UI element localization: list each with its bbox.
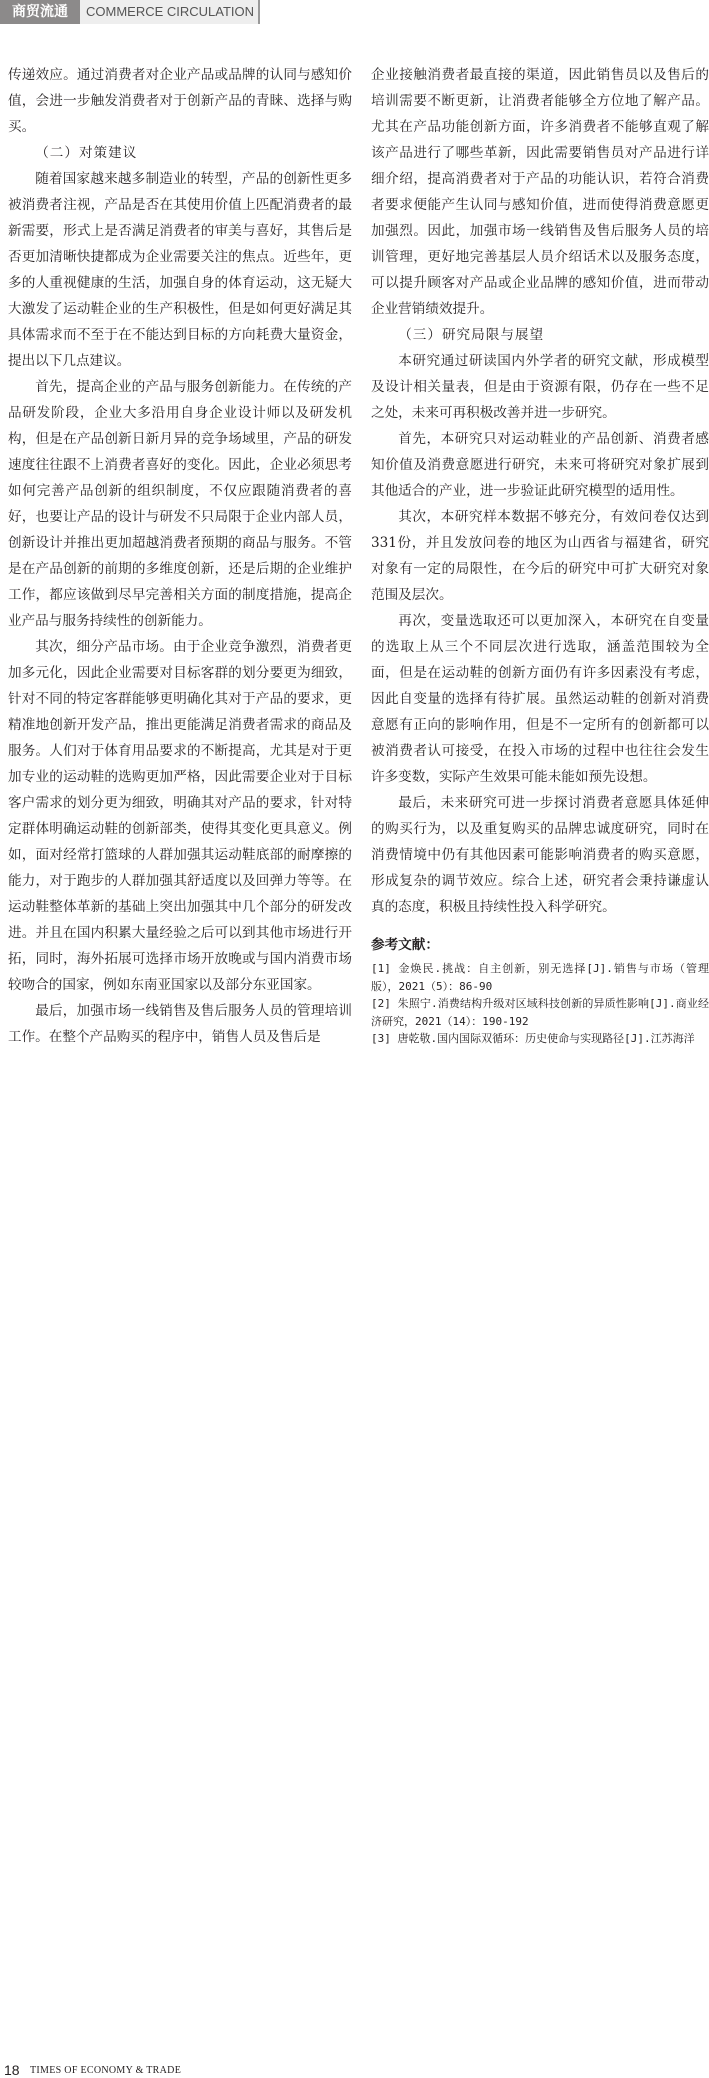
running-header [0, 0, 709, 24]
body-paragraph: 其次，本研究样本数据不够充分，有效问卷仅达到331份，并且发放问卷的地区为山西省与福建省，研究对象有一定的局限性，在今后的研究中可扩大研究对象范围及层次。 [371, 509, 709, 603]
section-heading: （三）研究局限与展望 [398, 327, 545, 343]
reference-item: [1] 金焕民.挑战：自主创新，别无选择[J].销售与市场（管理版），2021（5）：86-90 [371, 962, 709, 993]
body-paragraph: 首先，本研究只对运动鞋业的产品创新、消费者感知价值及消费意愿进行研究，未来可将研究对象扩展到其他适合的产业，进一步验证此研究模型的适用性。 [371, 431, 709, 499]
references-title: 参考文献： [371, 937, 439, 953]
reference-item: [2] 朱照宁.消费结构升级对区域科技创新的异质性影响[J].商业经济研究，2021（14）：190-192 [371, 997, 709, 1028]
body-paragraph: 最后，加强市场一线销售及售后服务人员的管理培训工作。在整个产品购买的程序中，销售人员及售后是 [8, 1003, 352, 1045]
body-paragraph: 首先，提高企业的产品与服务创新能力。在传统的产品研发阶段，企业大多沿用自身企业设计师以及研发机构，但是在产品创新日新月异的竞争场域里，产品的研发速度往往跟不上消费者喜好的变化。因此，企业必须思考如何完善产品创新的组织制度，不仅应跟随消费者的喜好，也要让产品的设计与研发不只局限于企业内部人员，创新设计并推出更加超越消费者预期的商品与服务。不管是在产品创新的前期的多维度创新，还是后期的企业维护工作，都应该做到尽早完善相关方面的制度措施，提高企业产品与服务持续性的创新能力。 [8, 379, 352, 629]
section-label-chinese: 商贸流通 [0, 0, 80, 24]
body-paragraph: 随着国家越来越多制造业的转型，产品的创新性更多被消费者注视，产品是否在其使用价值上匹配消费者的最新需要，形式上是否满足消费者的审美与喜好，其售后是否更加清晰快捷都成为企业需要关注的焦点。近些年，更多的人重视健康的生活，加强自身的体育运动，这无疑大大激发了运动鞋企业的生产积极性，但是如何更好满足其具体需求而不至于在不能达到目标的方向耗费大量资金，提出以下几点建议。 [8, 171, 352, 369]
body-paragraph: 本研究通过研读国内外学者的研究文献，形成模型及设计相关量表，但是由于资源有限，仍存在一些不足之处，未来可再积极改善并进一步研究。 [371, 353, 709, 421]
right-column-body [371, 62, 709, 920]
left-text-column [8, 62, 352, 1050]
body-paragraph: 最后，未来研究可进一步探讨消费者意愿具体延伸的购买行为，以及重复购买的品牌忠诚度研究，同时在消费情境中仍有其他因素可能影响消费者的购买意愿，形成复杂的调节效应。综合上述，研究者会秉持谦虚认真的态度，积极且持续性投入科学研究。 [371, 795, 709, 915]
body-paragraph: 其次，细分产品市场。由于企业竞争激烈，消费者更加多元化，因此企业需要对目标客群的划分要更为细致，针对不同的特定客群能够更明确化其对于产品的要求，更精准地创新开发产品，推出更能满足消费者需求的商品及服务。人们对于体育用品要求的不断提高，尤其是对于更加专业的运动鞋的选购更加严格，因此需要企业对于目标客户需求的划分更为细致，明确其对产品的要求，针对特定群体明确运动鞋的创新部类，使得其变化更具意义。例如，面对经常打篮球的人群加强其运动鞋底部的耐摩擦的能力，对于跑步的人群加强其舒适度以及回弹力等等。在运动鞋整体革新的基础上突出加强其中几个部分的研发改进。并且在国内积累大量经验之后可以到其他市场进行开拓，同时，海外拓展可选择市场开放晚或与国内消费市场较吻合的国家，例如东南亚国家以及部分东亚国家。 [8, 639, 352, 993]
page-number: 18 [4, 2062, 20, 2078]
body-paragraph: 传递效应。通过消费者对企业产品或品牌的认同与感知价值，会进一步触发消费者对于创新产品的青睐、选择与购买。 [8, 67, 352, 135]
section-heading: （二）对策建议 [35, 145, 138, 161]
body-paragraph: 再次，变量选取还可以更加深入，本研究在自变量的选取上从三个不同层次进行选取，涵盖范围较为全面，但是在运动鞋的创新方面仍有许多因素没有考虑，因此自变量的选择有待扩展。虽然运动鞋的创新对消费意愿有正向的影响作用，但是不一定所有的创新都可以被消费者认可接受，在投入市场的过程中也往往会发生许多变数，实际产生效果可能未能如预先设想。 [371, 613, 709, 785]
journal-title: TIMES OF ECONOMY & TRADE [30, 2065, 182, 2076]
reference-item: [3] 唐乾敬.国内国际双循环：历史使命与实现路径[J].江苏海洋 [371, 1032, 695, 1045]
page-footer [0, 1030, 709, 2078]
right-text-column [371, 62, 709, 1048]
body-paragraph: 企业接触消费者最直接的渠道，因此销售员以及售后的培训需要不断更新，让消费者能够全方位地了解产品。尤其在产品功能创新方面，许多消费者不能够直观了解该产品进行了哪些革新，因此需要销售员对产品进行详细介绍，提高消费者对于产品的功能认识，若符合消费者要求便能产生认同与感知价值，进而使得消费意愿更加强烈。因此，加强市场一线销售及售后服务人员的培训管理，更好地完善基层人员介绍话术以及服务态度，可以提升顾客对产品或企业品牌的感知价值，进而带动企业营销绩效提升。 [371, 67, 709, 317]
section-label-english: COMMERCE CIRCULATION [80, 0, 260, 24]
